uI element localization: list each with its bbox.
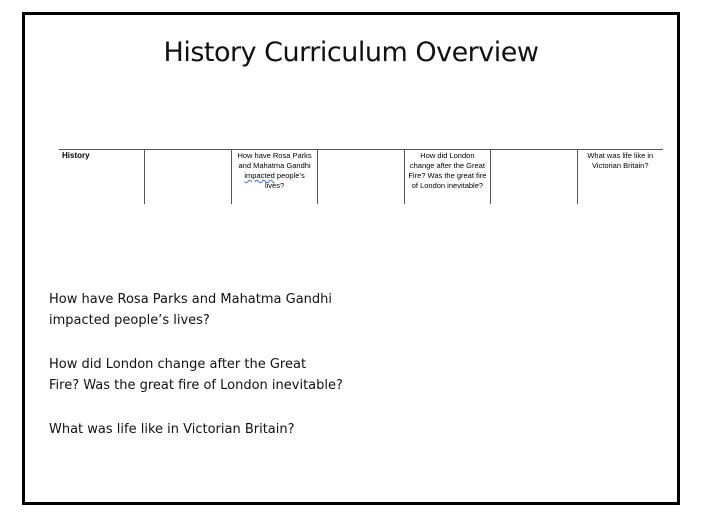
slide-title: History Curriculum Overview (163, 37, 539, 68)
table-cell-victorian-britain: What was life like in Victorian Britain? (587, 151, 654, 170)
table-cell-empty (145, 150, 231, 204)
question-line: Fire? Was the great fire of London inevitable? (49, 378, 343, 393)
question-line: What was life like in Victorian Britain? (49, 422, 295, 437)
slide (22, 12, 680, 505)
question-line: impacted people’s lives? (49, 313, 210, 328)
question-line: How did London change after the Great (49, 357, 307, 372)
table-cell-text: How have Rosa Parks and Mahatma Gandhi (237, 151, 312, 170)
table-cell-rosa-parks (232, 150, 318, 204)
table-cell-text: people’s lives? (264, 171, 305, 190)
question-item (49, 354, 389, 396)
spellcheck-underlined-word: impacted (244, 171, 275, 180)
question-list (49, 289, 389, 440)
table-cell-great-fire: How did London change after the Great Fire? Was the great fire of London inevitable? (405, 150, 491, 204)
table-cell-empty (318, 150, 404, 204)
curriculum-table (59, 149, 663, 204)
table-row-label: History (59, 150, 145, 204)
table-cell-empty (491, 150, 577, 204)
question-item (49, 419, 389, 440)
question-line: How have Rosa Parks and Mahatma Gandhi (49, 292, 333, 307)
question-item (49, 289, 389, 331)
